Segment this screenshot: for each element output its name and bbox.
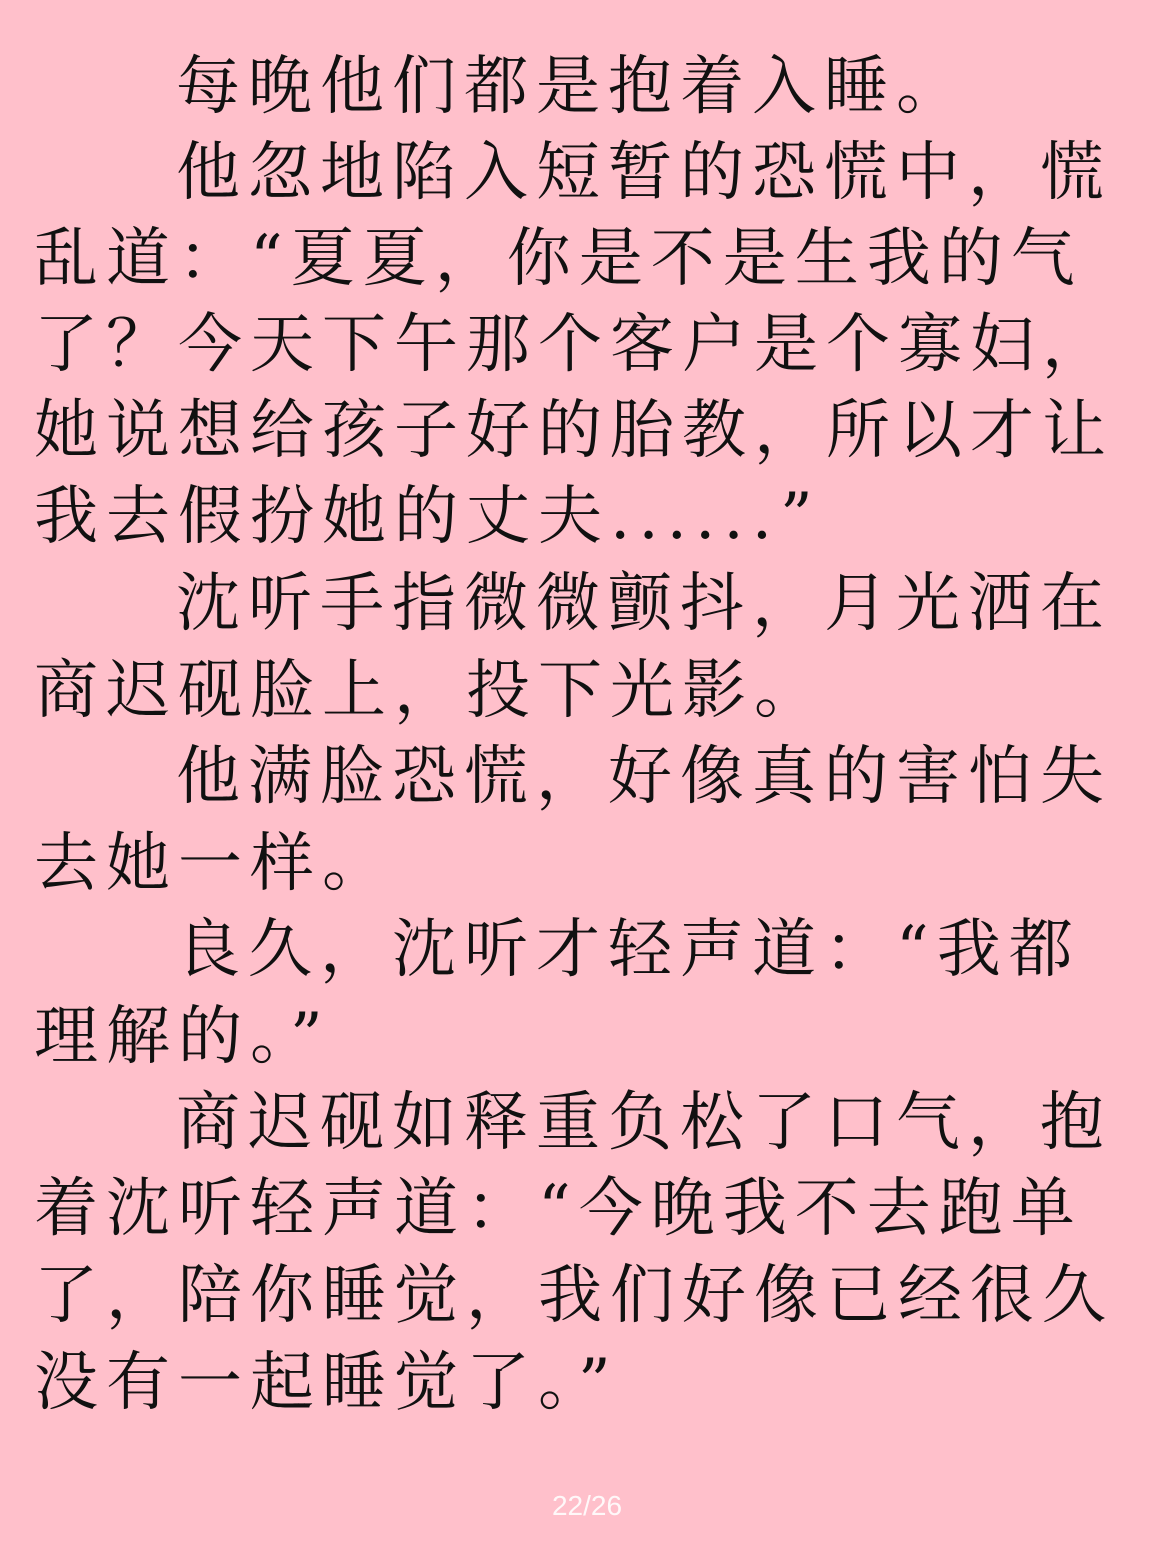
text-line: 商迟砚如释重负松了口气，抱 xyxy=(176,1086,1112,1160)
text-line: 了？今天下午那个客户是个寡妇， xyxy=(34,308,1114,382)
text-line: 乱道：“夏夏，你是不是生我的气 xyxy=(34,222,1083,296)
text-line: 他忽地陷入短暂的恐慌中，慌 xyxy=(176,136,1112,210)
text-line: 没有一起睡觉了。” xyxy=(34,1346,619,1420)
text-line: 良久，沈听才轻声道：“我都 xyxy=(176,913,1081,987)
text-line: 了，陪你睡觉，我们好像已经很久 xyxy=(34,1259,1114,1333)
text-line: 理解的。” xyxy=(34,1000,331,1074)
text-line: 我去假扮她的丈夫......” xyxy=(34,480,821,554)
text-line: 沈听手指微微颤抖，月光洒在 xyxy=(176,567,1112,641)
text-line: 去她一样。 xyxy=(34,827,394,901)
text-line: 他满脸恐慌，好像真的害怕失 xyxy=(176,740,1112,814)
text-line: 每晚他们都是抱着入睡。 xyxy=(176,50,968,124)
text-line: 她说想给孩子好的胎教，所以才让 xyxy=(34,394,1114,468)
page-indicator: 22/26 xyxy=(551,1490,623,1521)
text-line: 着沈听轻声道：“今晚我不去跑单 xyxy=(34,1172,1083,1246)
text-line: 商迟砚脸上，投下光影。 xyxy=(34,654,826,728)
